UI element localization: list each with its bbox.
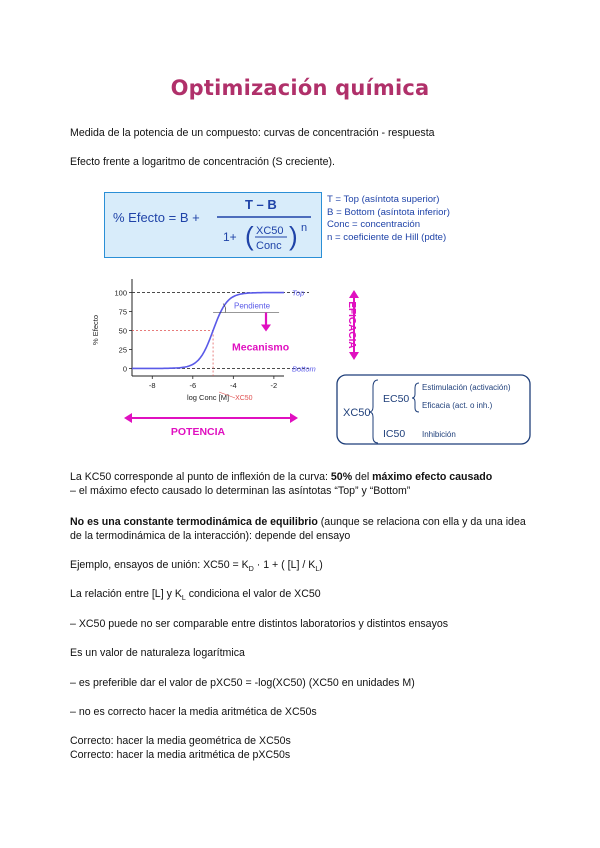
- paragraph-media: – no es correcto hacer la media aritmética de XC50s: [70, 706, 317, 718]
- page-title: Optimización química: [170, 76, 430, 100]
- subscript: L: [181, 595, 186, 603]
- text-run: Ejemplo, ensayos de unión: XC50 = K: [70, 559, 249, 571]
- paragraph-kc50: [70, 470, 540, 498]
- potency-label: POTENCIA: [170, 426, 226, 438]
- formula-legend: [327, 194, 450, 244]
- text-run: ): [319, 559, 323, 571]
- top-label: Top: [292, 288, 305, 298]
- paragraph-termodinamica: [70, 515, 540, 543]
- ic50-label: IC50: [383, 428, 406, 440]
- text-run: · 1 + ( [L] / K: [253, 559, 316, 571]
- formula-xc50: XC50: [256, 225, 284, 237]
- text-run: del: [352, 471, 373, 483]
- potency-arrow-head-right: [290, 413, 298, 423]
- x-tick-label: -4: [229, 381, 237, 390]
- legend-item: B = Bottom (asíntota inferior): [327, 206, 450, 218]
- text-run: condiciona el valor de XC50: [185, 588, 321, 600]
- intro-line-2: Efecto frente a logaritmo de concentración (S creciente).: [70, 156, 335, 168]
- x-tick-label: -6: [189, 381, 197, 390]
- formula-lhs: % Efecto = B +: [113, 210, 200, 225]
- formula-exponent: n: [301, 222, 308, 234]
- paragraph-aritmetica: Correcto: hacer la media aritmética de pXC50s: [70, 749, 291, 761]
- x-tick-label: -2: [270, 381, 278, 390]
- y-tick-label: 100: [114, 288, 127, 298]
- x-tick-label: -8: [148, 381, 156, 390]
- paragraph-comparable: – XC50 puede no ser comparable entre distintos laboratorios y distintos ensayos: [70, 618, 449, 630]
- xc50-annotation: XC50: [235, 395, 253, 402]
- ec50-label: EC50: [383, 393, 410, 405]
- y-tick-label: 0: [122, 364, 127, 374]
- formula-box: [104, 192, 322, 258]
- paren-right: ): [289, 221, 298, 251]
- dose-response-chart: [84, 268, 374, 444]
- inhibition-label: Inhibición: [422, 430, 456, 439]
- subscript: L: [315, 566, 320, 574]
- efficacy-label: EFICACIA: [346, 301, 357, 349]
- paren-left: (: [245, 221, 254, 251]
- bottom-label: Bottom: [292, 364, 316, 374]
- formula-numerator: T – B: [245, 197, 277, 212]
- x-axis-label: log Conc [M]: [186, 393, 230, 402]
- text-run: (aunque se relaciona con ella y da una idea de la termodinámica de la interacción): depende del ensayo: [70, 516, 526, 542]
- paragraph-geometrica: Correcto: hacer la media geométrica de XC50s: [70, 735, 291, 747]
- legend-item: Conc = concentración: [327, 219, 421, 231]
- mechanism-arrow-head: [261, 325, 271, 332]
- legend-item: T = Top (asíntota superior): [327, 194, 440, 205]
- xc50-diagram: [336, 374, 532, 446]
- legend-item: n = coeficiente de Hill (pdte): [327, 231, 447, 243]
- efficacy-arrow-head-top: [349, 290, 359, 298]
- subscript: D: [248, 566, 254, 574]
- formula-conc: Conc: [256, 240, 282, 252]
- y-tick-label: 75: [118, 307, 127, 317]
- paragraph-pxc50: – es preferible dar el valor de pXC50 = -log(XC50) (XC50 en unidades M): [70, 677, 415, 689]
- text-bold: No es una constante termodinámica de equilibrio: [70, 516, 318, 528]
- efficacy-arrow-head-bottom: [349, 352, 359, 360]
- y-tick-label: 50: [118, 326, 127, 336]
- paragraph-relacion: [70, 587, 540, 606]
- xc50-root-label: XC50: [343, 407, 371, 419]
- y-tick-label: 25: [118, 345, 127, 355]
- formula-graphic: [105, 193, 321, 257]
- text-run: La relación entre [L] y K: [70, 588, 182, 600]
- paragraph-logaritmica: Es un valor de naturaleza logarítmica: [70, 647, 245, 659]
- stim-label: Estimulación (activación): [422, 383, 511, 392]
- text-bold: máximo efecto causado: [372, 471, 493, 483]
- mechanism-label: Mecanismo: [232, 341, 290, 354]
- slope-label: Pendiente: [234, 301, 271, 311]
- formula-denom-one: 1+: [223, 230, 237, 244]
- text-run: La KC50 corresponde al punto de inflexión de la curva:: [70, 471, 331, 483]
- paragraph-ejemplo: [70, 558, 540, 577]
- potency-arrow-head-left: [124, 413, 132, 423]
- efficacy-label: Eficacia (act. o inh.): [422, 401, 493, 410]
- intro-line-1: Medida de la potencia de un compuesto: curvas de concentración - respuesta: [70, 127, 435, 139]
- text-run: – el máximo efecto causado lo determinan las asíntotas “Top” y “Bottom”: [70, 485, 411, 497]
- y-axis-label: % Efecto: [91, 314, 100, 346]
- text-bold: 50%: [330, 471, 353, 483]
